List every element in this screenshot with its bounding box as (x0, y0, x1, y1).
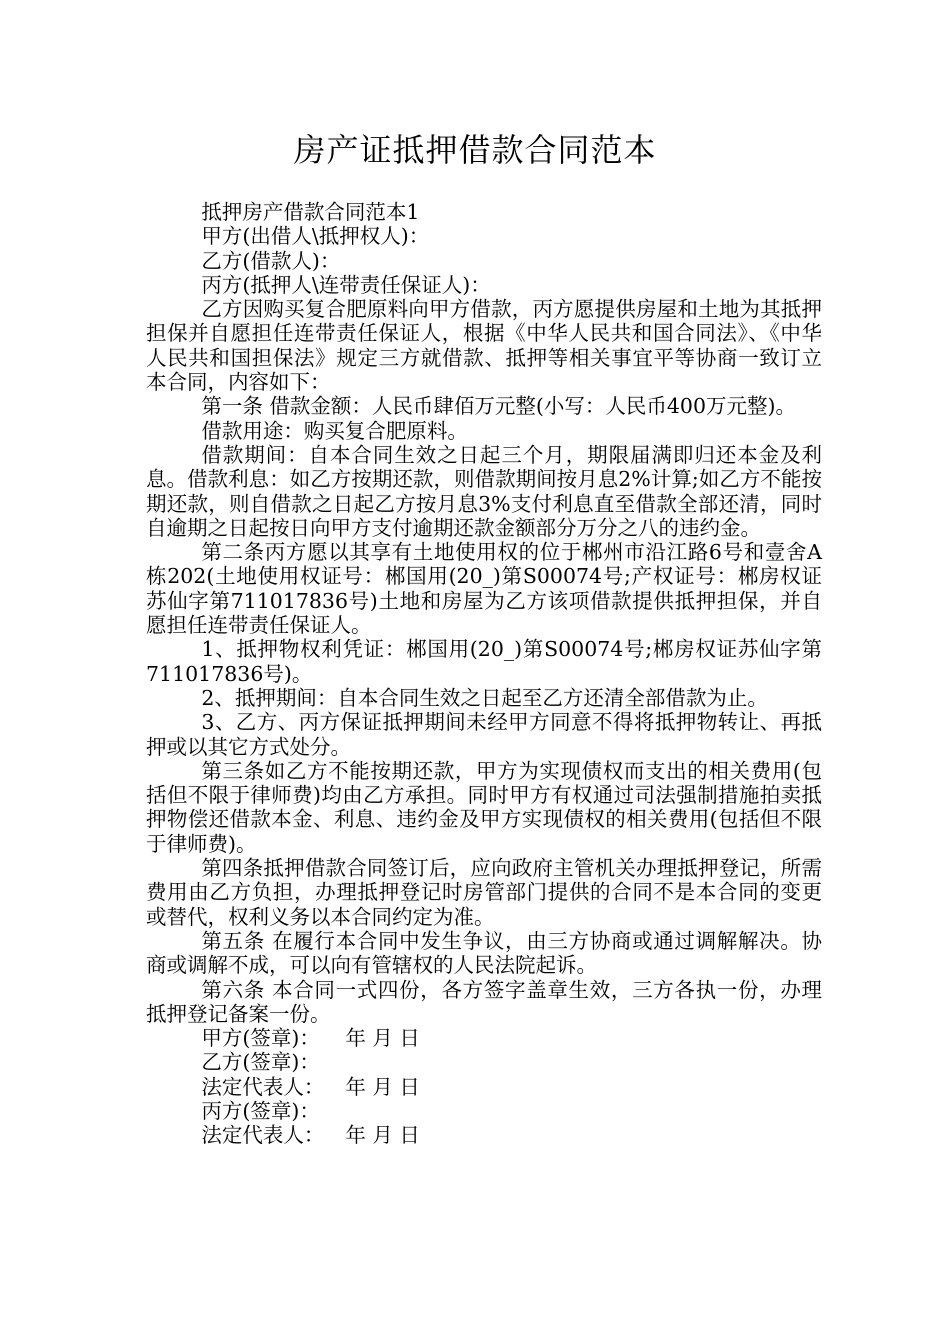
signature-label: 法定代表人： (201, 1074, 325, 1099)
signature-label: 甲方(签章)： (201, 1026, 320, 1051)
signature-label: 丙方(签章)： (201, 1098, 320, 1123)
signature-line (146, 1099, 822, 1123)
article-4-paragraph: 第四条抵押借款合同签订后，应向政府主管机关办理抵押登记，所需费用由乙方负担，办理抵押登记时房管部门提供的合同不是本合同的变更或替代，权利义务以本合同约定为准。 (146, 856, 822, 929)
signature-label: 法定代表人： (201, 1123, 325, 1148)
signature-line (146, 1075, 822, 1099)
signature-line (146, 1123, 822, 1147)
article-5-paragraph: 第五条 在履行本合同中发生争议，由三方协商或通过调解解决。协商或调解不成，可以向有管辖权的人民法院起诉。 (146, 928, 822, 978)
article-2-item-3: 3、乙方、丙方保证抵押期间未经甲方同意不得将抵押物转让、再抵押或以其它方式处分。 (146, 710, 822, 759)
party-c-line: 丙方(抵押人\连带责任保证人)： (201, 272, 491, 297)
article-2-item-2: 2、抵押期间：自本合同生效之日起至乙方还清全部借款为止。 (201, 685, 768, 710)
party-a-line: 甲方(出借人\抵押权人)： (201, 224, 430, 249)
article-2-paragraph: 第二条丙方愿以其享有土地使用权的位于郴州市沿江路6号和壹舍A栋202(土地使用权证号：郴国用(20_)第S00074号;产权证号：郴房权证苏仙字第711017836号)土地和房屋为乙方该项借款提供抵押担保，并自愿担任连带责任保证人。 (146, 540, 822, 638)
signature-line (146, 1026, 822, 1050)
document-body (146, 200, 822, 1148)
signature-label: 乙方(签章)： (201, 1050, 320, 1075)
article-2-item-1: 1、抵押物权利凭证：郴国用(20_)第S00074号;郴房权证苏仙字第711017836号)。 (146, 637, 822, 686)
article-6-paragraph: 第六条 本合同一式四份，各方签字盖章生效，三方各执一份，办理抵押登记备案一份。 (146, 977, 822, 1026)
preamble-paragraph: 乙方因购买复合肥原料向甲方借款，丙方愿提供房屋和土地为其抵押担保并自愿担任连带责任保证人，根据《中华人民共和国合同法》、《中华人民共和国担保法》规定三方就借款、抵押等相关事宜平等协商一致订立本合同，内容如下： (146, 297, 822, 395)
article-1-amount: 第一条 借款金额：人民币肆佰万元整(小写：人民币400万元整)。 (201, 394, 796, 419)
subtitle-line: 抵押房产借款合同范本1 (201, 200, 420, 224)
article-1-purpose: 借款用途：购买复合肥原料。 (201, 418, 468, 443)
signature-date: 年 月 日 (345, 1123, 420, 1148)
party-b-line: 乙方(借款人)： (201, 248, 341, 273)
article-1-period: 借款期间：自本合同生效之日起三个月，期限届满即归还本金及利息。借款利息：如乙方按期还款，则借款期间按月息2%计算;如乙方不能按期还款，则自借款之日起乙方按月息3%支付利息直至借款全部还清，同时自逾期之日起按日向甲方支付逾期还款金额部分万分之八的违约金。 (146, 442, 822, 540)
signature-date: 年 月 日 (345, 1026, 420, 1051)
article-3-paragraph: 第三条如乙方不能按期还款，甲方为实现债权而支出的相关费用(包括但不限于律师费)均由乙方承担。同时甲方有权通过司法强制措施拍卖抵押物偿还借款本金、利息、违约金及甲方实现债权的相关费用(包括但不限于律师费)。 (146, 758, 822, 856)
signature-line (146, 1050, 822, 1074)
signature-date: 年 月 日 (345, 1074, 420, 1099)
document-title: 房产证抵押借款合同范本 (293, 131, 657, 169)
